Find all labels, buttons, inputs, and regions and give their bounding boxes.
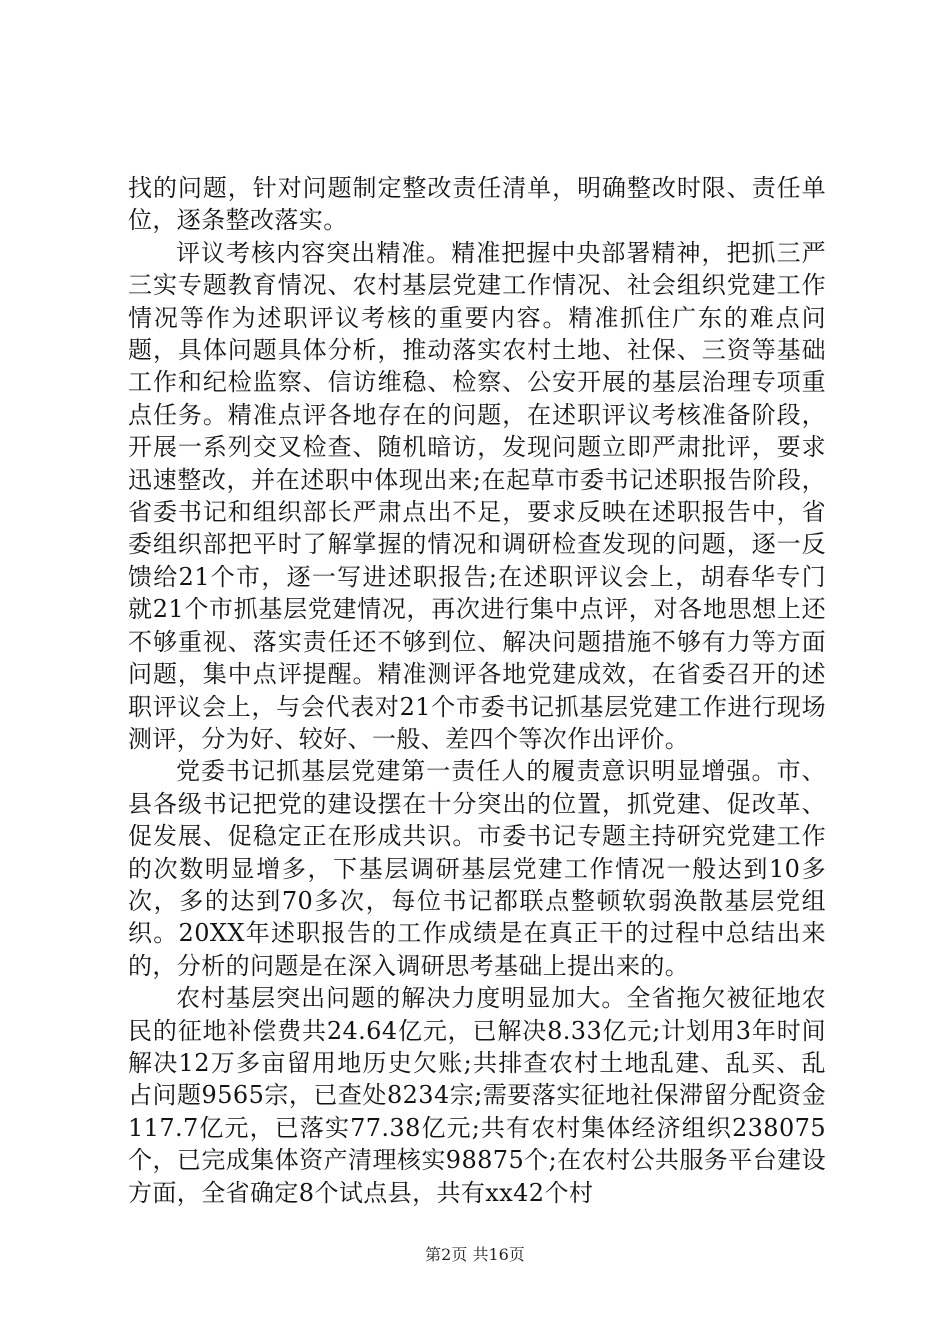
page-number-label: 第2页 共16页 xyxy=(425,1245,525,1264)
paragraph-assessment-precision: 评议考核内容突出精准。精准把握中央部署精神，把抓三严三实专题教育情况、农村基层党建工作情况、社会组织党建工作情况等作为述职评议考核的重要内容。精准抓住广东的难点问题，具体问题具体分析，推动落实农村土地、社保、三资等基础工作和纪检监察、信访维稳、检察、公安开展的基层治理专项重点任务。精准点评各地存在的问题，在述职评议考核准备阶段，开展一系列交叉检查、随机暗访，发现问题立即严肃批评，要求迅速整改，并在述职中体现出来;在起草市委书记述职报告阶段，省委书记和组织部长严肃点出不足，要求反映在述职报告中，省委组织部把平时了解掌握的情况和调研检查发现的问题，逐一反馈给21个市，逐一写进述职报告;在述职评议会上，胡春华专门就21个市抓基层党建情况，再次进行集中点评，对各地思想上还不够重视、落实责任还不够到位、解决问题措施不够有力等方面问题，集中点评提醒。精准测评各地党建成效，在省委召开的述职评议会上，与会代表对21个市委书记抓基层党建工作进行现场测评，分为好、较好、一般、差四个等次作出评价。 xyxy=(128,238,826,753)
page-footer xyxy=(0,1242,950,1265)
paragraph-continuation: 找的问题，针对问题制定整改责任清单，明确整改时限、责任单位，逐条整改落实。 xyxy=(128,174,826,235)
paragraph-secretary-responsibility: 党委书记抓基层党建第一责任人的履责意识明显增强。市、县各级书记把党的建设摆在十分突出的位置，抓党建、促改革、促发展、促稳定正在形成共识。市委书记专题主持研究党建工作的次数明显增多，下基层调研基层党建工作情况一般达到10多次，多的达到70多次，每位书记都联点整顿软弱涣散基层党组织。20XX年述职报告的工作成绩是在真正干的过程中总结出来的，分析的问题是在深入调研思考基础上提出来的。 xyxy=(128,757,826,980)
document-body xyxy=(128,172,826,1209)
paragraph-rural-issues: 农村基层突出问题的解决力度明显加大。全省拖欠被征地农民的征地补偿费共24.64亿元，已解决8.33亿元;计划用3年时间解决12万多亩留用地历史欠账;共排查农村土地乱建、乱买、乱占问题9565宗，已查处8234宗;需要落实征地社保滞留分配资金117.7亿元，已落实77.38亿元;共有农村集体经济组织238075个，已完成集体资产清理核实98875个;在农村公共服务平台建设方面，全省确定8个试点县，共有xx42个村 xyxy=(128,984,826,1207)
